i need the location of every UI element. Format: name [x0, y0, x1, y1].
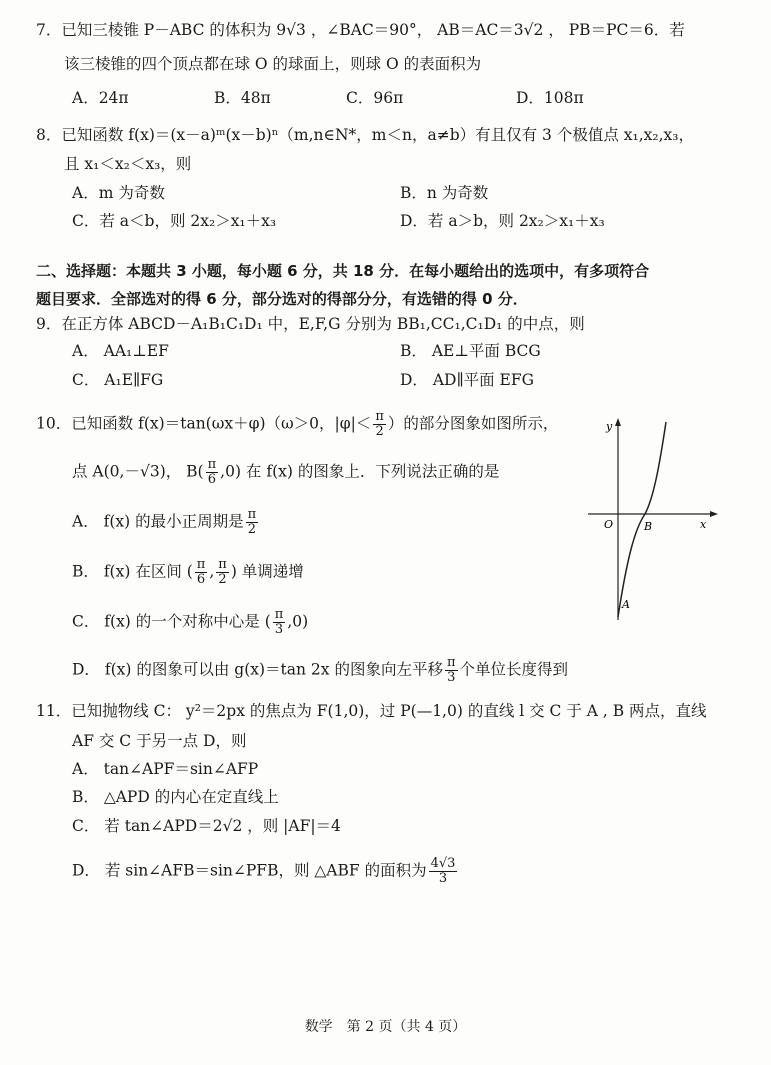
q9-option-d: D． AD∥平面 EFG: [400, 371, 535, 389]
section-2-heading-line2: 题目要求．全部选对的得 6 分，部分选对的得部分分，有选错的得 0 分．: [36, 290, 528, 308]
origin-label: O: [604, 518, 614, 531]
q7-stem-line1: 7．已知三棱锥 P－ABC 的体积为 9√3 ，∠BAC＝90°， AB＝AC＝3√2 ， PB＝PC＝6．若: [36, 21, 685, 39]
q11-option-b: B． △APD 的内心在定直线上: [72, 788, 279, 806]
q11-option-c: C． 若 tan∠APD＝2√2 ，则 |AF|＝4: [72, 817, 341, 835]
fraction: $\frac{\pi}{3}$: [446, 655, 456, 685]
q9-option-a: A． AA₁⊥EF: [72, 342, 169, 360]
x-axis-label: x: [700, 518, 707, 531]
fraction: $\frac{\pi}{2}$: [375, 409, 384, 439]
q11-stem-line1: 11．已知抛物线 C： y²＝2px 的焦点为 F(1,0)，过 P(—1,0) 的直线 l 交 C 于 A , B 两点，直线: [36, 702, 707, 720]
q8-option-d: D．若 a＞b，则 2x₂＞x₁＋x₃: [400, 212, 605, 230]
fraction: $\frac{\pi}{2}$: [247, 507, 257, 537]
q9-option-b: B． AE⊥平面 BCG: [400, 342, 541, 360]
q11-option-a: A． tan∠APF＝sin∠AFP: [72, 760, 259, 778]
q10-option-b: B． f(x) 在区间 ( $\frac{\pi}{6}$ , $\frac{\pi}{2}$ ) 单调递增: [72, 557, 304, 587]
q9-stem: 9．在正方体 ABCD－A₁B₁C₁D₁ 中，E,F,G 分别为 BB₁,CC₁,C₁D₁ 的中点，则: [36, 315, 585, 333]
q8-stem-line2: 且 x₁＜x₂＜x₃，则: [64, 155, 192, 173]
q11-stem-line2: AF 交 C 于另一点 D，则: [72, 732, 247, 750]
q10-option-c: C． f(x) 的一个对称中心是 ( $\frac{\pi}{3}$ ,0): [72, 607, 309, 637]
point-b-label: B: [644, 520, 653, 533]
q8-option-c: C．若 a＜b，则 2x₂＞x₁＋x₃: [72, 212, 277, 230]
q8-option-a: A．m 为奇数: [72, 184, 165, 202]
q10-stem-line2: 点 A(0,－√3)， B( $\frac{\pi}{6}$ ,0) 在 f(x) 的图象上．下列说法正确的是: [72, 457, 500, 487]
x-axis-arrow: [710, 511, 718, 517]
y-axis-label: y: [606, 420, 613, 433]
y-axis-arrow: [615, 418, 621, 426]
fraction: $\frac{\pi}{3}$: [274, 607, 284, 637]
page-footer: 数学 第 2 页（共 4 页）: [304, 1019, 467, 1035]
q8-option-b: B．n 为奇数: [400, 184, 489, 202]
fraction: $\frac{\pi}{6}$: [207, 457, 217, 487]
q7-option-b: B．48π: [214, 89, 271, 107]
tangent-curve: [618, 422, 666, 617]
q7-option-d: D．108π: [516, 89, 584, 107]
q11-option-d: D． 若 sin∠AFB＝sin∠PFB，则 △ABF 的面积为 $\frac{4√3}{3}$: [72, 856, 456, 886]
q10-option-d: D． f(x) 的图象可以由 g(x)＝tan 2x 的图象向左平移 $\frac{\pi}{3}$ 个单位长度得到: [72, 655, 569, 685]
section-2-heading-line1: 二、选择题：本题共 3 小题，每小题 6 分，共 18 分．在每小题给出的选项中，有多项符合: [36, 262, 650, 280]
q8-stem-line1: 8．已知函数 f(x)＝(x－a)ᵐ(x－b)ⁿ（m,n∈N*，m＜n，a≠b）有且仅有 3 个极值点 x₁,x₂,x₃，: [36, 126, 694, 144]
q10-stem-line1: 10．已知函数 f(x)＝tan(ωx＋φ)（ω＞0，|φ|＜ $\frac{\pi}{2}$ ）的部分图象如图所示，: [36, 409, 559, 439]
tangent-function-graph: [588, 412, 718, 622]
q7-option-c: C．96π: [346, 89, 404, 107]
fraction: $\frac{4√3}{3}$: [430, 856, 456, 886]
point-a-label: A: [622, 598, 630, 611]
fraction: $\frac{\pi}{2}$: [218, 557, 227, 587]
q7-stem-line2: 该三棱锥的四个顶点都在球 O 的球面上，则球 O 的表面积为: [64, 55, 482, 73]
fraction: $\frac{\pi}{6}$: [196, 557, 206, 587]
q7-option-a: A．24π: [72, 89, 129, 107]
q9-option-c: C． A₁E∥FG: [72, 371, 164, 389]
q10-option-a: A． f(x) 的最小正周期是 $\frac{\pi}{2}$: [72, 507, 257, 537]
